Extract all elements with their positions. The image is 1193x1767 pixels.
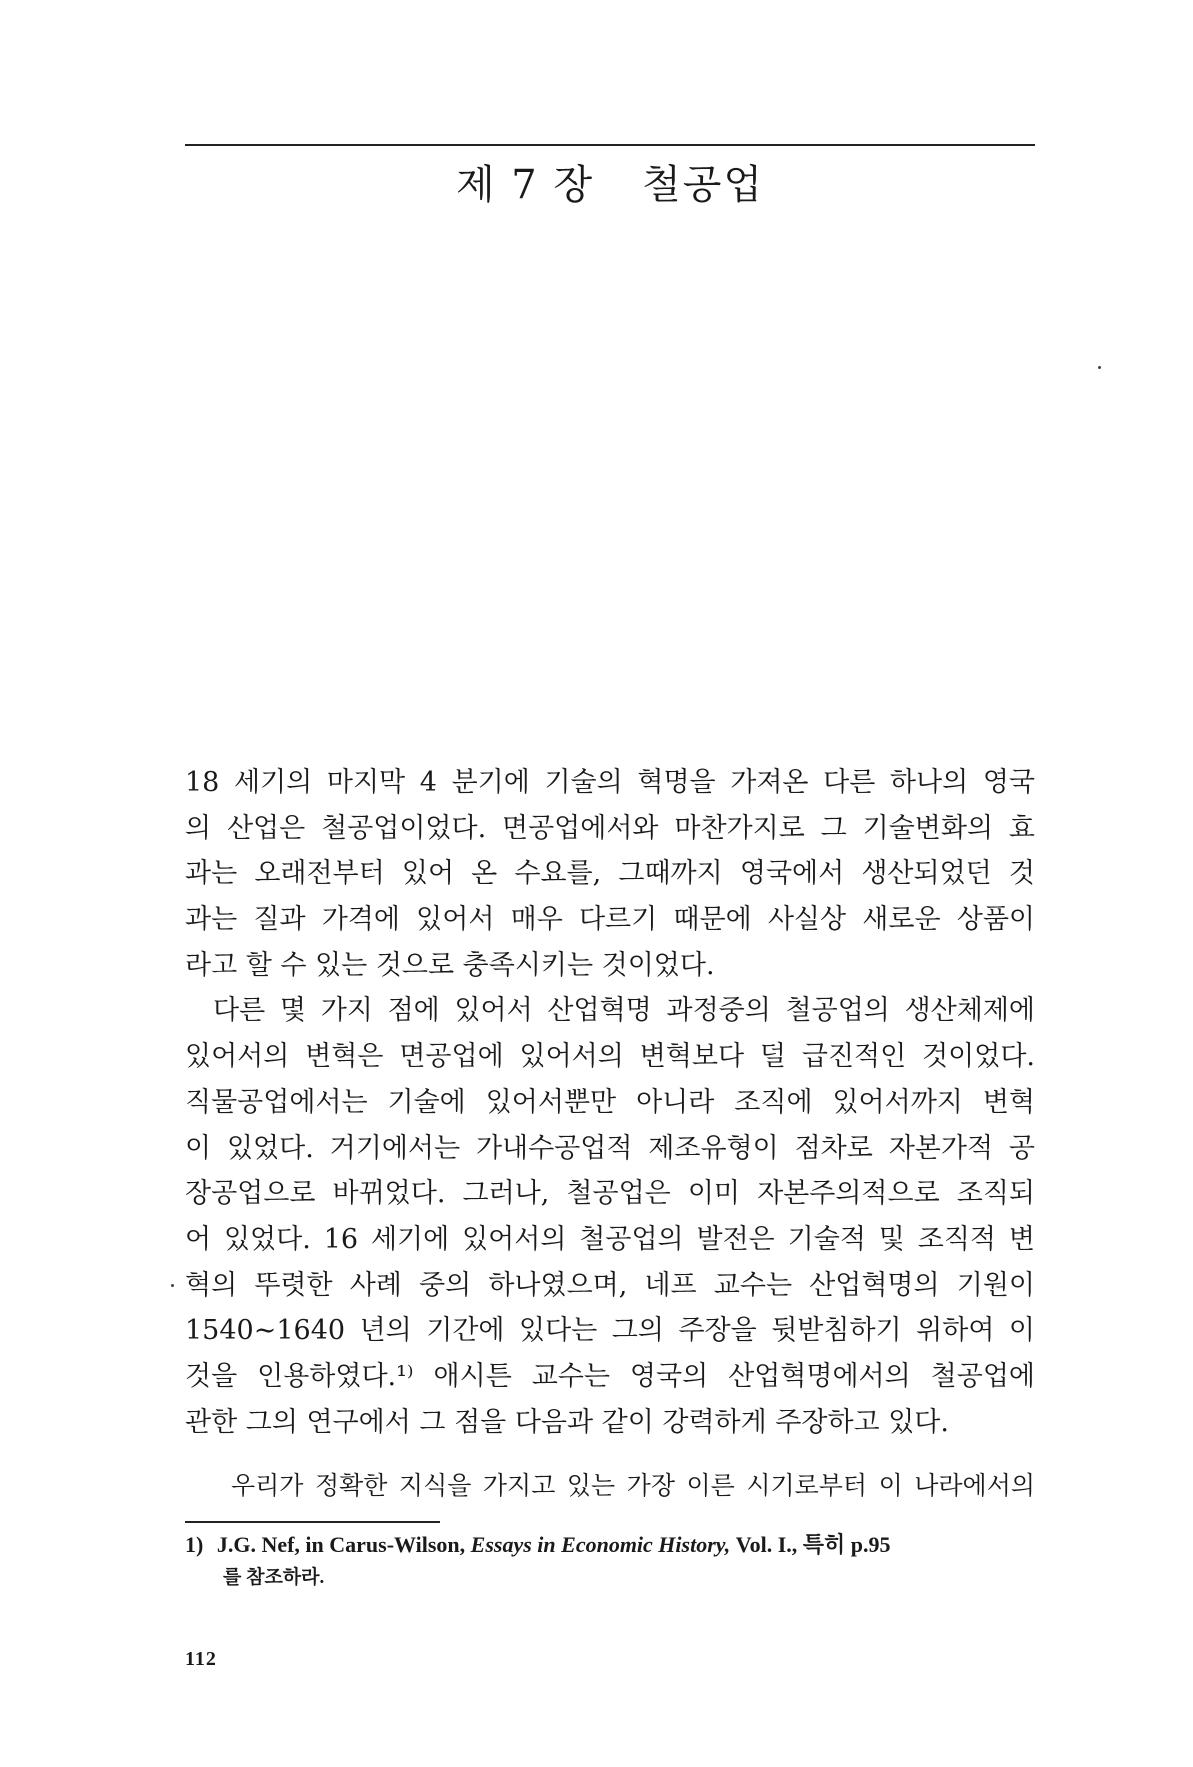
text-line: 것을 인용하였다.¹⁾ 애시튼 교수는 영국의 산업혁명에서의 철공업에 — [185, 1360, 1035, 1392]
text-line: 관한 그의 연구에서 그 점을 다음과 같이 강력하게 주장하고 있다. — [185, 1406, 949, 1438]
footnote-author: J.G. Nef, in Carus-Wilson, — [216, 1532, 466, 1557]
text-line: 직물공업에서는 기술에 있어서뿐만 아니라 조직에 있어서까지 변혁 — [185, 1086, 1035, 1118]
footnote-line — [185, 1528, 1035, 1561]
page-number: 112 — [185, 1648, 217, 1670]
quote-line: 우리가 정확한 지식을 가지고 있는 가장 이른 시기로부터 이 나라에서의 — [231, 1471, 1035, 1500]
body-text — [185, 760, 1035, 1445]
text-line: 혁의 뚜렷한 사례 중의 하나였으며, 네프 교수는 산업혁명의 기원이 — [185, 1269, 1035, 1301]
text-line: 있어서의 변혁은 면공업에 있어서의 변혁보다 덜 급진적인 것이었다. — [185, 1041, 1035, 1073]
text-line: 1540∼1640 년의 기간에 있다는 그의 주장을 뒷받침하기 위하여 이 — [185, 1315, 1035, 1347]
text-line: 이 있었다. 거기에서는 가내수공업적 제조유형이 점차로 자본가적 공 — [185, 1132, 1035, 1164]
footnote — [185, 1528, 1035, 1594]
text-line: 과는 질과 가격에 있어서 매우 다르기 때문에 사실상 새로운 상품이 — [185, 904, 1035, 936]
text-line: 과는 오래전부터 있어 온 수요를, 그때까지 영국에서 생산되었던 것 — [185, 858, 1035, 890]
footnote-rule — [185, 1521, 440, 1523]
footnote-work-title: Essays in Economic History, — [470, 1532, 731, 1557]
footnote-rest: Vol. I., 특히 p.95 — [735, 1532, 891, 1557]
text-line: 다른 몇 가지 점에 있어서 산업혁명 과정중의 철공업의 생산체제에 — [213, 995, 1035, 1027]
chapter-number: 제 7 장 — [455, 162, 595, 208]
text-line: 의 산업은 철공업이었다. 면공업에서와 마찬가지로 그 기술변화의 효 — [185, 812, 1035, 844]
text-line: 장공업으로 바뀌었다. 그러나, 철공업은 이미 자본주의적으로 조직되 — [185, 1178, 1035, 1210]
chapter-title: 철공업 — [642, 162, 765, 208]
text-line: 라고 할 수 있는 것으로 충족시키는 것이었다. — [185, 949, 715, 981]
chapter-heading — [185, 160, 1035, 210]
footnote-continuation: 를 참조하라. — [223, 1567, 325, 1588]
footnote-number: 1) — [185, 1532, 204, 1557]
scan-speck — [1098, 366, 1101, 369]
scan-speck — [171, 1284, 174, 1287]
chapter-top-rule — [185, 144, 1035, 146]
text-line: 18 세기의 마지막 4 분기에 기술의 혁명을 가져온 다른 하나의 영국 — [185, 767, 1035, 798]
block-quote — [185, 1463, 1035, 1509]
text-line: 어 있었다. 16 세기에 있어서의 철공업의 발전은 기술적 및 조직적 변 — [185, 1223, 1035, 1255]
